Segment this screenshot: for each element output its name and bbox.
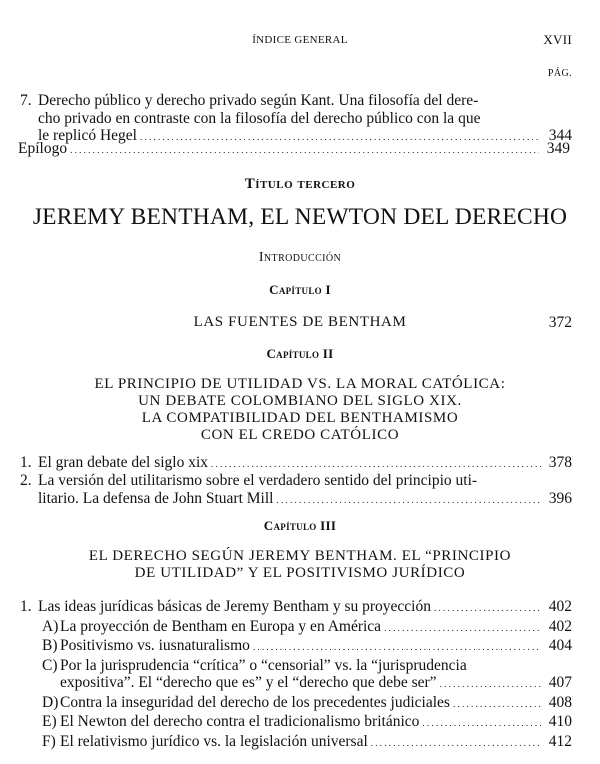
leader-dots <box>422 713 541 733</box>
toc-entry-continuation <box>20 674 572 694</box>
entry-text-line: El gran debate del siglo xix <box>38 454 209 471</box>
entry-text-line: La versión del utilitarismo sobre el verdadero sentido del principio uti- <box>38 472 478 489</box>
leader-dots <box>276 490 541 510</box>
toc-entry <box>20 598 572 618</box>
toc-entry <box>20 657 572 675</box>
entry-page: 408 <box>548 693 572 711</box>
entry-text-line: Contra la inseguridad del derecho de los precedentes judiciales <box>60 693 450 711</box>
leader-dots <box>253 637 541 657</box>
running-header <box>0 30 600 50</box>
leader-dots <box>70 140 539 160</box>
entry-page: 412 <box>548 732 572 750</box>
entry-text-line: le replicó Hegel <box>38 127 137 144</box>
pag-label: PÁG. <box>547 68 572 79</box>
leader-dots <box>211 454 541 474</box>
entry-page: 404 <box>548 637 572 654</box>
entry-number: D) <box>42 693 59 711</box>
toc-entry-kant <box>20 92 572 147</box>
toc-entry <box>20 733 572 753</box>
chapter-3-label: Capítulo III <box>263 518 337 533</box>
entry-page: 396 <box>548 489 572 507</box>
entry-number: E) <box>42 713 57 730</box>
toc-entry <box>20 618 572 638</box>
entry-text-line: La proyección de Bentham en Europa y en América <box>60 617 382 635</box>
toc-entry-gran-debate <box>20 454 572 474</box>
leader-dots <box>371 733 541 753</box>
toc-entry <box>20 637 572 657</box>
entry-number: C) <box>42 656 58 674</box>
chapter-2-title <box>0 376 600 444</box>
entry-number: A) <box>42 617 59 635</box>
page-number: XVII <box>543 32 572 47</box>
introduction-label: Introducción <box>258 250 342 265</box>
entry-text-line: cho privado en contraste con la filosofía del derecho público con la que <box>38 109 481 127</box>
entry-page: 407 <box>548 674 572 691</box>
entry-page: 349 <box>546 140 570 157</box>
chapter-1-title: LAS FUENTES DE BENTHAM <box>193 314 407 330</box>
entry-number: 1. <box>20 598 32 615</box>
chapter-3-entries <box>20 598 572 752</box>
leader-dots <box>440 674 541 694</box>
chapter-title-line: EL PRINCIPIO DE UTILIDAD VS. LA MORAL CATÓLICA: <box>94 376 506 392</box>
chapter-3-title <box>0 548 600 582</box>
part-title: JEREMY BENTHAM, EL NEWTON DEL DERECHO <box>32 204 568 230</box>
toc-entry <box>20 694 572 714</box>
entry-page: 402 <box>548 598 572 615</box>
entry-text-line: expositiva”. El “derecho que es” y el “derecho que debe ser” <box>60 674 437 691</box>
entry-text-line: litario. La defensa de John Stuart Mill <box>38 489 274 507</box>
entry-text-line: El relativismo jurídico vs. la legislación universal <box>60 732 368 750</box>
chapter-title-line: LA COMPATIBILIDAD DEL BENTHAMISMO <box>141 410 459 426</box>
entry-text-line: Por la jurisprudencia “crítica” o “censorial” vs. la “jurisprudencia <box>60 656 467 674</box>
chapter-title-line: EL DERECHO SEGÚN JEREMY BENTHAM. EL “PRINCIPIO <box>88 548 512 564</box>
entry-text-line: Positivismo vs. iusnaturalismo <box>60 637 250 654</box>
part-label: Título tercero <box>244 176 356 192</box>
entry-number: 2. <box>20 472 32 489</box>
entry-number: B) <box>42 637 58 654</box>
chapter-title-line: CON EL CREDO CATÓLICO <box>200 427 400 443</box>
entry-text-line: Epílogo <box>18 140 68 157</box>
entry-page: 410 <box>548 713 572 730</box>
toc-entry-epilogo <box>18 140 570 160</box>
entry-page: 402 <box>548 617 572 635</box>
chapter-title-line: DE UTILIDAD” Y EL POSITIVISMO JURÍDICO <box>134 565 466 581</box>
toc-entry <box>20 713 572 733</box>
chapter-1-page: 372 <box>548 314 572 331</box>
leader-dots <box>453 694 541 714</box>
entry-text-line: Derecho público y derecho privado según Kant. Una filosofía del dere- <box>38 92 479 109</box>
entry-page: 344 <box>548 127 572 144</box>
entry-text-line: Las ideas jurídicas básicas de Jeremy Bentham y su proyección <box>38 598 431 615</box>
entry-text-line: El Newton del derecho contra el tradicionalismo británico <box>60 713 420 730</box>
toc-entry-utilitarismo <box>20 472 572 509</box>
entry-number: 1. <box>20 454 32 471</box>
chapter-1-label: Capítulo I <box>269 282 331 297</box>
chapter-2-label: Capítulo II <box>266 346 334 361</box>
chapter-title-line: UN DEBATE COLOMBIANO DEL SIGLO XIX. <box>138 393 462 409</box>
leader-dots <box>434 598 541 618</box>
running-title: ÍNDICE GENERAL <box>252 34 348 46</box>
entry-number: F) <box>42 732 56 750</box>
entry-number: 7. <box>20 92 32 109</box>
leader-dots <box>384 618 541 638</box>
entry-page: 378 <box>548 454 572 471</box>
